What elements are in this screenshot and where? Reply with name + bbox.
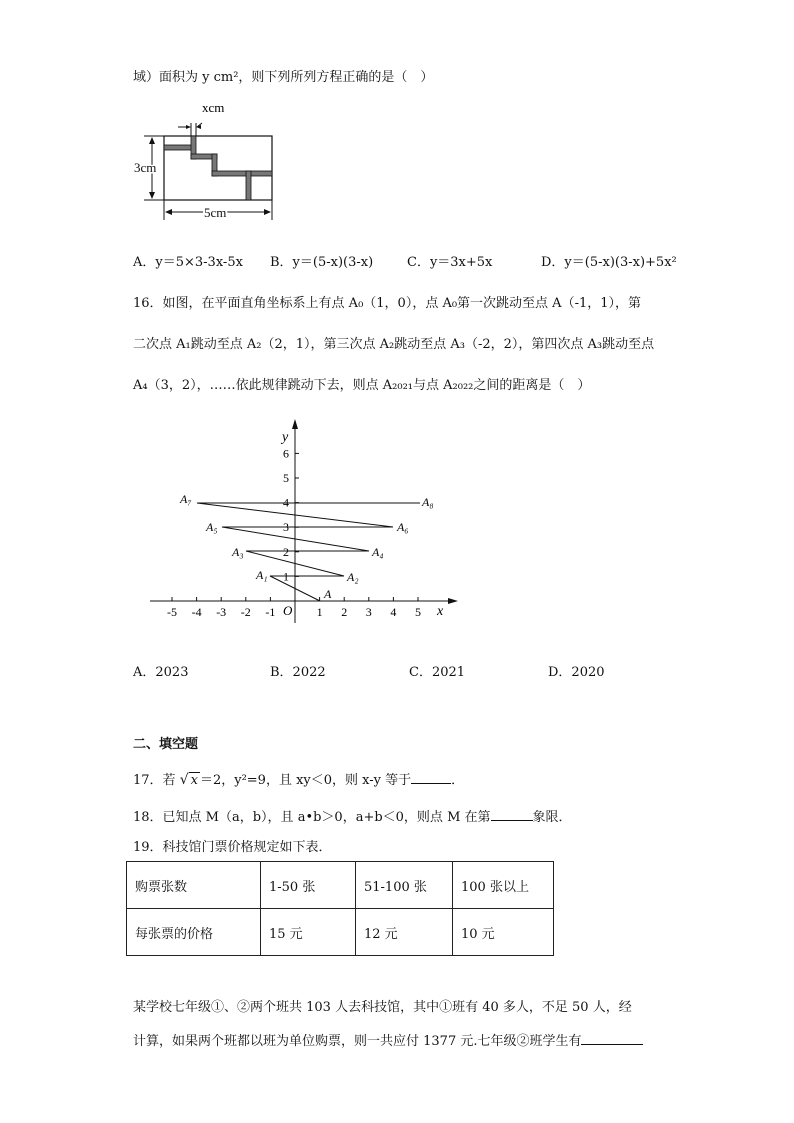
q16-stem-line-2: 二次点 A₁跳动至点 A₂（2，1），第三次点 A₂跳动至点 A₃（-2，2），第四次点 A₃跳动至点 xyxy=(133,337,655,352)
q15-x-label: xcm xyxy=(202,100,225,115)
x-tick-label: 3 xyxy=(365,605,372,619)
point-label-a7: A₇ xyxy=(180,492,192,506)
q15-option-b[interactable]: B．y＝(5-x)(3-x) xyxy=(270,255,374,270)
x-tick-label: 5 xyxy=(415,605,421,619)
x-tick-label: -4 xyxy=(191,605,202,619)
point-label-a4: A₄ xyxy=(372,545,384,559)
q19-para-2-text: 计算，如果两个班都以班为单位购票，则一共应付 1377 元.七年级②班学生有 xyxy=(133,1034,582,1049)
y-tick-label: 3 xyxy=(283,520,289,535)
q16-option-d[interactable]: D．2020 xyxy=(548,665,605,680)
q16-option-c[interactable]: C．2021 xyxy=(409,665,466,680)
q16-stem-line-3: A₄（3，2），……依此规律跳动下去，则点 A₂₀₂₁与点 A₂₀₂₂之间的距离是（ ） xyxy=(133,378,591,393)
q17-end: ． xyxy=(451,773,465,788)
table-cell: 12 元 xyxy=(356,909,453,956)
y-tick-label: 2 xyxy=(283,544,289,559)
point-label-a1: A₁ xyxy=(256,568,268,582)
q16-stem-line-1: 16．如图，在平面直角坐标系上有点 A₀（1，0），点 A₀第一次跳动至点 A（-1，1），第 xyxy=(133,296,642,311)
point-label-a: A xyxy=(324,587,332,601)
q15-road-v3 xyxy=(246,171,251,200)
q15-stem: 域）面积为 y cm²，则下列所列方程正确的是（ ） xyxy=(133,70,434,85)
point-label-a8: A₈ xyxy=(422,495,434,509)
y-axis-label: y xyxy=(282,430,289,445)
y-tick-label: 5 xyxy=(283,471,289,485)
q15-road-h2 xyxy=(212,171,272,176)
q18-text: 18．已知点 M（a，b），且 a•b＞0，a+b＜0，则点 M 在第 xyxy=(133,810,491,825)
x-tick-label: -2 xyxy=(240,605,251,619)
table-cell: 51-100 张 xyxy=(356,862,453,909)
q15-option-c[interactable]: C．y＝3x+5x xyxy=(407,255,493,270)
q15-road-left xyxy=(164,145,194,150)
table-cell: 购票张数 xyxy=(127,862,261,909)
point-label-a3: A₃ xyxy=(232,545,244,559)
section-title: 二、填空题 xyxy=(133,737,199,752)
q18-end: 象限． xyxy=(532,810,572,825)
jump-path xyxy=(197,503,420,601)
x-tick-label: 1 xyxy=(316,605,323,619)
table-row xyxy=(127,862,554,909)
x-tick-label: -1 xyxy=(265,605,276,619)
x-tick-label: 2 xyxy=(341,605,348,619)
q19-para-1: 某学校七年级①、②两个班共 103 人去科技馆，其中①班有 40 多人，不足 50 人，经 xyxy=(133,1000,632,1015)
table-cell: 15 元 xyxy=(261,909,356,956)
q19-answer-blank[interactable] xyxy=(581,1032,643,1045)
q16-option-b[interactable]: B．2022 xyxy=(270,665,326,680)
point-label-a5: A₅ xyxy=(206,520,218,534)
table-cell: 100 张以上 xyxy=(453,862,554,909)
q17-post: ＝2，y²=9，且 xy＜0，则 x-y 等于 xyxy=(199,773,412,788)
x-axis-arrow xyxy=(448,598,458,604)
point-label-a6: A₆ xyxy=(397,520,409,534)
x-axis-label: x xyxy=(437,604,444,619)
y-tick-label: 4 xyxy=(283,495,289,510)
q16-option-a[interactable]: A．2023 xyxy=(133,665,189,680)
q19-para-2 xyxy=(133,1030,643,1049)
y-tick-label: 1 xyxy=(283,569,289,584)
q15-width-label: 5cm xyxy=(204,205,227,220)
table-cell: 1-50 张 xyxy=(261,862,356,909)
q15-option-a[interactable]: A．y＝5×3-3x-5x xyxy=(133,255,243,270)
y-axis-arrow xyxy=(292,419,298,429)
table-cell: 10 元 xyxy=(453,909,554,956)
q18 xyxy=(133,806,572,825)
price-table xyxy=(126,861,554,956)
q18-answer-blank[interactable] xyxy=(491,808,533,821)
q15-height-label: 3cm xyxy=(134,160,157,175)
point-label-a2: A₂ xyxy=(347,570,359,584)
q17-answer-blank[interactable] xyxy=(411,771,451,784)
q17-radicand: x xyxy=(190,773,198,788)
q15-figure xyxy=(130,96,290,226)
table-cell: 每张票的价格 xyxy=(127,909,261,956)
q15-option-d[interactable]: D．y＝(5-x)(3-x)+5x² xyxy=(541,255,677,270)
x-tick-label: -3 xyxy=(216,605,227,619)
q19-intro: 19．科技馆门票价格规定如下表． xyxy=(133,840,332,855)
q17 xyxy=(133,769,464,788)
q17-pre: 17．若 xyxy=(133,773,180,788)
x-tick-label: 4 xyxy=(390,605,397,619)
x-tick-label: -5 xyxy=(167,605,177,619)
table-row xyxy=(127,909,554,956)
origin-label: O xyxy=(283,603,293,618)
sqrt-symbol: √ xyxy=(179,772,189,788)
y-tick-label: 6 xyxy=(283,446,289,461)
q16-graph xyxy=(140,415,470,630)
